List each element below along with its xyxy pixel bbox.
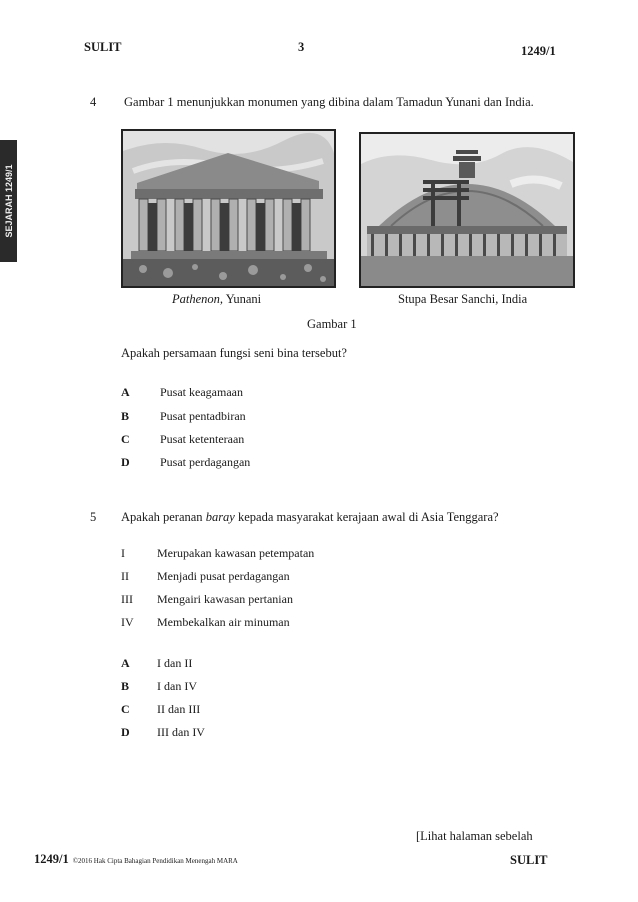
stupa-photo (359, 132, 575, 288)
q5-text (121, 510, 499, 525)
footer-copyright: ©2016 Hak Cipta Bahagian Pendidikan Menengah MARA (72, 857, 238, 865)
q5-statement-2-text: Menjadi pusat perdagangan (157, 569, 290, 583)
footer-left (34, 850, 238, 868)
footer-sulit: SULIT (510, 853, 548, 867)
side-tab-label: SEJARAH 1249/1 (3, 164, 14, 238)
q5-statement-1-text: Merupakan kawasan petempatan (157, 546, 315, 560)
q4-option-b-text: Pusat pentadbiran (160, 409, 246, 423)
page-number: 3 (298, 40, 305, 54)
q5-option-b-text: I dan IV (157, 679, 197, 693)
q4-text: Gambar 1 menunjukkan monumen yang dibina dalam Tamadun Yunani dan India. (124, 95, 534, 109)
q5-text-after: kepada masyarakat kerajaan awal di Asia Tenggara? (234, 510, 499, 524)
caption-parthenon-italic: Pathenon, (172, 292, 224, 306)
q5-option-d-text: III dan IV (157, 725, 205, 739)
q5-statement-3-text: Mengairi kawasan pertanian (157, 592, 293, 606)
q5-text-before: Apakah peranan (121, 510, 206, 524)
q5-statement-4-roman: IV (121, 615, 134, 629)
q4-option-d-letter: D (121, 455, 130, 469)
footer-code: 1249/1 (34, 852, 69, 866)
q4-option-c-text: Pusat ketenteraan (160, 432, 245, 446)
see-next-page: [Lihat halaman sebelah (416, 829, 533, 843)
side-tab (0, 140, 17, 262)
q4-option-c-letter: C (121, 432, 130, 446)
q5-option-c-letter: C (121, 702, 130, 716)
q5-statement-1-roman: I (121, 546, 125, 560)
q5-option-a-letter: A (121, 656, 130, 670)
q5-option-b-letter: B (121, 679, 130, 693)
paper-code: 1249/1 (521, 44, 556, 58)
q5-option-d-letter: D (121, 725, 130, 739)
q4-option-b-letter: B (121, 409, 130, 423)
caption-stupa: Stupa Besar Sanchi, India (398, 292, 528, 306)
caption-parthenon-rest: Yunani (223, 292, 262, 306)
q5-option-c-text: II dan III (157, 702, 201, 716)
q5-option-a-text: I dan II (157, 656, 193, 670)
q5-statement-3-roman: III (121, 592, 133, 606)
q4-number: 4 (90, 95, 97, 109)
q5-text-italic: baray (205, 510, 235, 524)
header-sulit: SULIT (84, 40, 122, 54)
figure-label: Gambar 1 (307, 317, 357, 331)
q4-option-a-letter: A (121, 385, 130, 399)
q5-number: 5 (90, 510, 97, 524)
q4-question: Apakah persamaan fungsi seni bina tersebut? (121, 346, 347, 360)
q5-statement-2-roman: II (121, 569, 129, 583)
q5-statement-4-text: Membekalkan air minuman (157, 615, 290, 629)
parthenon-photo (121, 129, 336, 288)
q4-option-a-text: Pusat keagamaan (160, 385, 243, 399)
caption-parthenon (172, 292, 261, 307)
q4-option-d-text: Pusat perdagangan (160, 455, 251, 469)
